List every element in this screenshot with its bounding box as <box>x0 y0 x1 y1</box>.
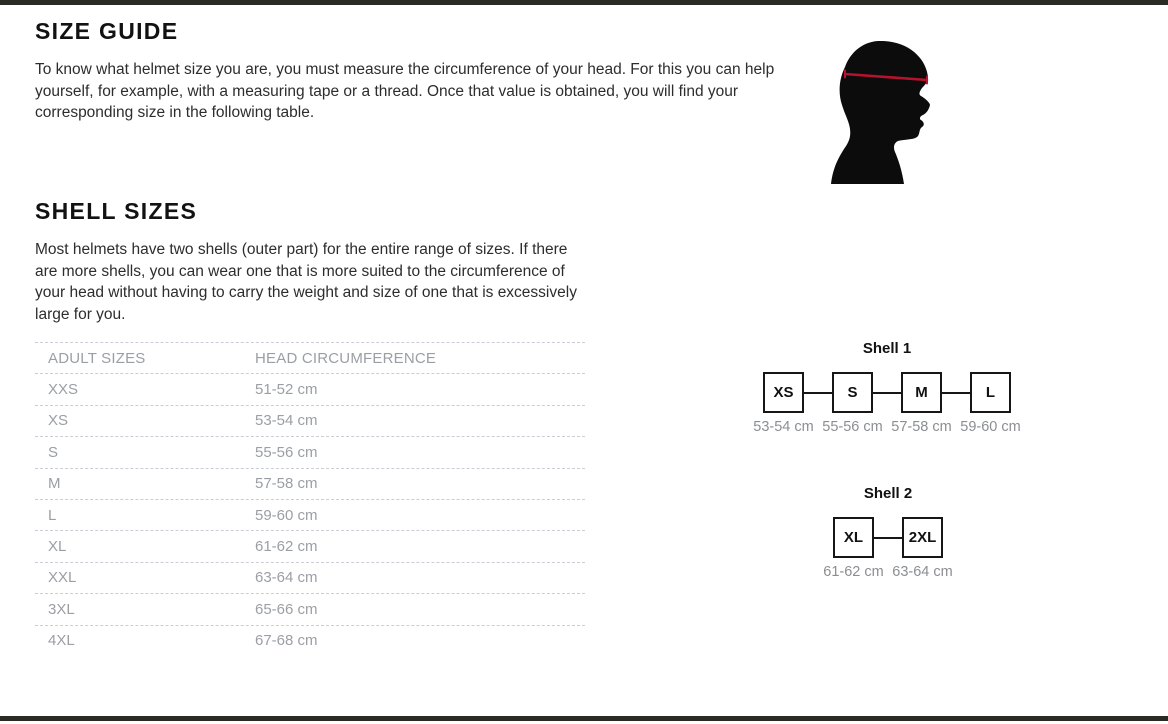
head-profile-silhouette-icon <box>818 40 938 186</box>
table-row <box>35 436 585 467</box>
table-row <box>35 593 585 624</box>
table-row <box>35 499 585 530</box>
range-label: 63-64 cm <box>892 564 953 580</box>
table-row <box>35 530 585 561</box>
size-box-l: L <box>970 372 1011 413</box>
shell-2-diagram <box>823 485 953 582</box>
circumference-value: 57-58 cm <box>255 475 318 493</box>
shell-sizes-heading: SHELL SIZES <box>35 198 198 224</box>
size-label: XXS <box>48 381 79 399</box>
range-label: 57-58 cm <box>891 419 952 435</box>
circumference-value: 61-62 cm <box>255 538 318 556</box>
connector-line <box>873 392 901 394</box>
size-box-s: S <box>832 372 873 413</box>
size-guide-description: To know what helmet size you are, you must measure the circumference of your head. For this you can help yourself, for example, with a measuring tape or a thread. Once that value is obtained, you will find your corresponding size in the following table. <box>35 61 775 122</box>
range-label: 55-56 cm <box>822 419 883 435</box>
size-guide-heading: SIZE GUIDE <box>35 18 179 44</box>
table-header-row <box>35 342 585 373</box>
circumference-value: 63-64 cm <box>255 569 318 587</box>
adult-sizes-table <box>35 342 585 656</box>
shell-1-title: Shell 1 <box>862 340 912 357</box>
shell-2-title: Shell 2 <box>863 485 913 502</box>
connector-line <box>804 392 832 394</box>
range-label: 53-54 cm <box>753 419 814 435</box>
shell-2-size-boxes <box>833 517 943 558</box>
table-row <box>35 405 585 436</box>
size-box-m: M <box>901 372 942 413</box>
size-label: S <box>48 443 59 461</box>
size-label: 4XL <box>48 632 75 650</box>
head-measurement-figure <box>818 40 938 186</box>
size-label: XS <box>48 412 69 430</box>
circumference-value: 55-56 cm <box>255 443 318 461</box>
size-label: XXL <box>48 569 77 587</box>
range-label: 59-60 cm <box>960 419 1021 435</box>
top-edge-bar <box>0 0 1168 5</box>
size-box-xl: XL <box>833 517 874 558</box>
circumference-value: 59-60 cm <box>255 506 318 524</box>
size-box-xs: XS <box>763 372 804 413</box>
range-label: 61-62 cm <box>823 564 884 580</box>
head-silhouette-shape <box>831 41 930 184</box>
shell-sizes-description: Most helmets have two shells (outer part) for the entire range of sizes. If there are more shells, you can wear one that is more suited to the circumference of your head without having to carry the weight and size of one that is excessively large for you. <box>35 241 577 324</box>
shell-1-diagram <box>753 340 1021 437</box>
size-label: M <box>48 475 61 493</box>
connector-line <box>942 392 970 394</box>
circumference-value: 53-54 cm <box>255 412 318 430</box>
shell-1-size-boxes <box>763 372 1011 413</box>
table-row <box>35 373 585 404</box>
table-row <box>35 562 585 593</box>
size-label: XL <box>48 538 67 556</box>
circumference-value: 67-68 cm <box>255 632 318 650</box>
bottom-edge-bar <box>0 716 1168 721</box>
circumference-value: 51-52 cm <box>255 381 318 399</box>
column-header-adult-sizes: ADULT SIZES <box>48 349 146 367</box>
column-header-head-circumference: HEAD CIRCUMFERENCE <box>255 349 437 367</box>
size-label: L <box>48 506 57 524</box>
circumference-value: 65-66 cm <box>255 600 318 618</box>
shell-1-ranges <box>753 419 1021 437</box>
size-box-2xl: 2XL <box>902 517 943 558</box>
size-label: 3XL <box>48 600 75 618</box>
table-row <box>35 625 585 656</box>
shell-2-ranges <box>823 564 953 582</box>
connector-line <box>874 537 902 539</box>
table-row <box>35 468 585 499</box>
